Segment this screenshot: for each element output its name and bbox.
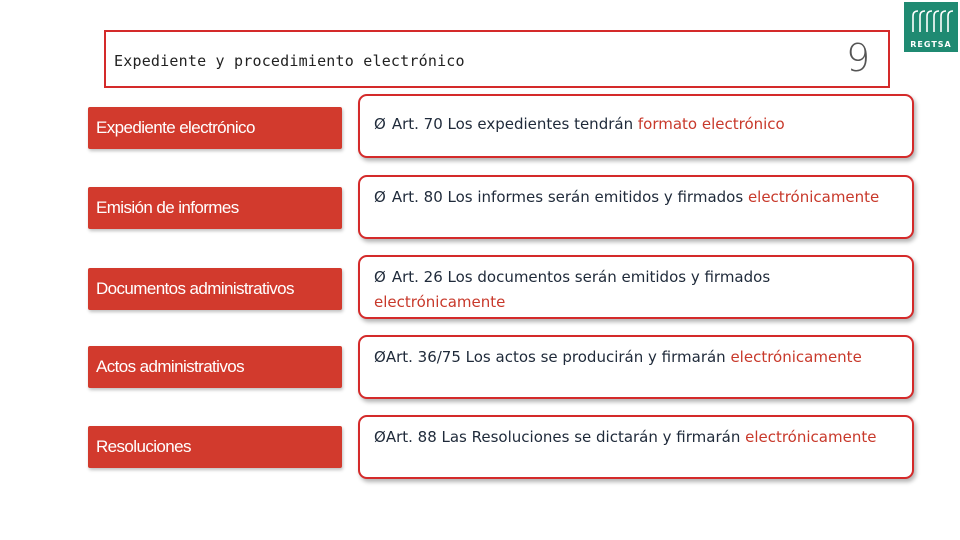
arrow-bullet-icon: Ø [374, 348, 386, 366]
content-box-art-26 [358, 255, 914, 319]
label-expediente-electronico [88, 107, 342, 149]
content-highlight: formato electrónico [637, 115, 785, 133]
label-actos-administrativos [88, 346, 342, 388]
content-highlight: electrónicamente [745, 428, 877, 446]
content-box-art-36-75 [358, 335, 914, 399]
content-text: Art. 88 Las Resoluciones se dictarán y firmarán [385, 428, 746, 446]
label-text: Actos administrativos [96, 357, 245, 376]
page-number: 9 [846, 36, 871, 80]
label-text: Resoluciones [96, 437, 191, 456]
content-text: Art. 26 Los documentos serán emitidos y firmados [391, 268, 771, 286]
regtsa-logo [904, 2, 958, 52]
label-documentos-administrativos [88, 268, 342, 310]
content-text: Art. 80 Los informes serán emitidos y firmados [391, 188, 748, 206]
content-highlight: electrónicamente [747, 188, 880, 206]
content-highlight: electrónicamente [730, 348, 862, 366]
label-text: Documentos administrativos [96, 279, 294, 298]
content-text: Art. 36/75 Los actos se producirán y firmarán [385, 348, 731, 366]
label-text: Expediente electrónico [96, 118, 255, 137]
label-emision-de-informes [88, 187, 342, 229]
logo-text: REGTSA [910, 40, 952, 49]
label-text: Emisión de informes [96, 198, 239, 217]
label-resoluciones [88, 426, 342, 468]
arrow-bullet-icon: Ø [374, 115, 386, 133]
content-text: Art. 70 Los expedientes tendrán [391, 115, 638, 133]
arrow-bullet-icon: Ø [374, 428, 386, 446]
content-box-art-88 [358, 415, 914, 479]
slide-title-frame [104, 30, 890, 88]
content-box-art-80 [358, 175, 914, 239]
slide-title: Expediente y procedimiento electrónico [114, 52, 465, 70]
arrow-bullet-icon: Ø [374, 268, 386, 286]
arrow-bullet-icon: Ø [374, 188, 386, 206]
content-box-art-70 [358, 94, 914, 158]
content-highlight: electrónicamente [374, 293, 506, 311]
